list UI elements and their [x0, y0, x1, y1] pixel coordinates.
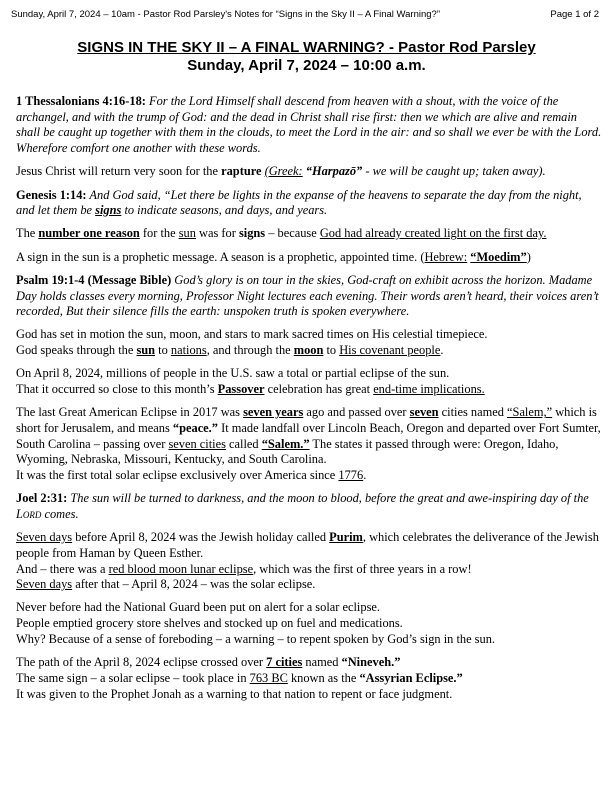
keyword-rapture: rapture	[221, 164, 262, 179]
text: before April 8, 2024 was the Jewish holiday called	[72, 530, 330, 545]
text: Jesus Christ will return very soon for the	[16, 164, 222, 179]
running-header	[11, 9, 599, 20]
text: after that – April 8, 2024 – was the solar eclipse.	[72, 577, 316, 592]
paragraph-number-one-reason	[16, 226, 602, 242]
text: And – there was a	[16, 561, 109, 576]
text: It made landfall over Lincoln Beach, Oregon and departed over Fort Sumter, South Carolina – passing over	[16, 420, 601, 451]
text: A sign in the sun is a prophetic message. A season is a prophetic, appointed time. (	[16, 249, 425, 264]
keyword: seven cities	[168, 436, 226, 451]
keyword: sun	[178, 226, 196, 241]
scripture-text: to indicate seasons, and days, and years.	[121, 203, 328, 218]
text: It was the first total solar eclipse exclusively over America since	[16, 468, 339, 483]
hebrew-word: “Moedim”	[470, 249, 527, 264]
text: )	[526, 249, 531, 264]
scripture-text: God’s glory is on tour in the skies, God-craft on exhibit across the horizon. Madame Day holds classes every morning, Professor Night lectures each evening. Their words aren’t heard, their voices aren’t recorded, But their silence fills the earth: unspoken truth is spoken everywhere.	[16, 272, 599, 319]
paragraph-2017-eclipse	[16, 405, 602, 484]
paragraph-psalm	[16, 273, 602, 320]
keyword: “Nineveh.”	[341, 655, 401, 670]
hebrew-label: Hebrew:	[424, 249, 468, 264]
text: The states it passed through were: Oregon, Idaho, Wyoming, Nebraska, Missouri, Kentucky, and South Carolina.	[16, 436, 559, 467]
scripture-text: The sun will be turned to darkness, and the moon to blood, before the great and awe-inspiring day of the	[67, 491, 589, 506]
scripture-text: For the Lord Himself shall descend from heaven with a shout, with the voice of the archangel, and with the trump of God: and the dead in Christ shall rise first: then we which are alive and remain shall be caught up together with them in the clouds, to meet the Lord in the air: and so shall we ever be with the Lord. Wherefore comfort one another with these words.	[16, 94, 602, 156]
text: The path of the April 8, 2024 eclipse crossed over	[16, 655, 267, 670]
keyword: sun	[136, 343, 156, 358]
keyword: signs	[238, 226, 266, 241]
header-text: Sunday, April 7, 2024 – 10am - Pastor Rod Parsley's Notes for “Signs in the Sky II – A Final Warning?”	[11, 9, 440, 20]
keyword: God had already created light on the first day.	[319, 226, 547, 241]
text: God speaks through the	[16, 343, 137, 358]
keyword: 763 BC	[249, 670, 288, 685]
keyword: red blood moon lunar eclipse	[108, 561, 254, 576]
paragraph-genesis	[16, 188, 602, 219]
keyword: “Salem.”	[261, 436, 310, 451]
text: .	[440, 343, 444, 358]
text: celebration has great	[264, 382, 374, 397]
paragraph-april8	[16, 366, 602, 397]
keyword: Lord	[16, 506, 42, 521]
text: Why? Because of a sense of foreboding – a warning – to repent spoken by God’s sign in the sun.	[16, 631, 495, 646]
text: , which celebrates the deliverance of the Jewish people from Haman by Queen Esther.	[16, 530, 599, 560]
page-number: Page 1 of 2	[550, 9, 599, 20]
text: to	[323, 343, 340, 358]
text: That it occurred so close to this month’s	[16, 382, 218, 397]
scripture-text: And God said, “Let there be lights in the expanse of the heavens to separate the day from the night, and let them be	[16, 187, 582, 218]
text: , and through the	[206, 343, 294, 358]
scripture-text: comes.	[41, 506, 79, 521]
text: On April 8, 2024, millions of people in the U.S. saw a total or partial eclipse of the sun.	[16, 366, 450, 381]
scripture-ref: Genesis 1:14:	[16, 187, 87, 202]
keyword: “peace.”	[172, 420, 218, 435]
sermon-date: Sunday, April 7, 2024 – 10:00 a.m.	[187, 57, 426, 74]
paragraph-nineveh	[16, 655, 602, 702]
text: named	[302, 655, 342, 670]
text: .	[363, 468, 367, 483]
keyword: Purim	[329, 530, 363, 545]
paragraph-moedim	[16, 250, 602, 266]
keyword: Passover	[217, 382, 265, 397]
text: It was given to the Prophet Jonah as a warning to that nation to repent or face judgment.	[16, 686, 453, 701]
paragraph-celestial	[16, 327, 602, 358]
text: to	[155, 343, 171, 358]
keyword: “Salem,”	[507, 405, 553, 420]
scripture-ref: Joel 2:31:	[16, 491, 68, 506]
text: cities named	[438, 405, 508, 420]
text: for the	[139, 226, 179, 241]
keyword: His covenant people	[339, 343, 441, 358]
title-block	[0, 39, 613, 75]
paragraph-thessalonians	[16, 94, 602, 157]
paragraph-national-guard	[16, 600, 602, 647]
text: which is short for Jerusalem, and means	[16, 405, 597, 435]
text: – because	[265, 226, 320, 241]
sermon-title: SIGNS IN THE SKY II – A FINAL WARNING? - Pastor Rod Parsley	[77, 39, 536, 56]
keyword: moon	[293, 343, 324, 358]
keyword: seven	[409, 405, 439, 420]
greek-word: “Harpazō”	[305, 164, 363, 179]
scripture-ref: Psalm 19:1-4 (Message Bible)	[16, 272, 172, 287]
text: - we will be caught up; taken away).	[362, 164, 546, 179]
text: , which was the first of three years in a row!	[253, 561, 472, 576]
notes-body	[16, 94, 602, 710]
keyword: Seven days	[16, 530, 73, 545]
keyword: 1776	[338, 468, 364, 483]
text: The last Great American Eclipse in 2017 was	[16, 405, 244, 420]
keyword: number one reason	[38, 226, 140, 241]
greek-label: (Greek:	[264, 164, 303, 179]
keyword: “Assyrian Eclipse.”	[359, 670, 463, 685]
paragraph-purim	[16, 530, 602, 593]
keyword: nations	[170, 343, 207, 358]
text: Never before had the National Guard been put on alert for a solar eclipse.	[16, 600, 380, 615]
text: known as the	[287, 670, 360, 685]
keyword-signs: signs	[95, 203, 122, 218]
paragraph-rapture	[16, 164, 602, 180]
keyword: 7 cities	[266, 655, 303, 670]
scripture-ref: 1 Thessalonians 4:16-18:	[16, 94, 146, 108]
text: was for	[195, 226, 239, 241]
text: ago and passed over	[303, 405, 410, 420]
keyword: Seven days	[16, 577, 73, 592]
text: The	[16, 226, 39, 241]
text: People emptied grocery store shelves and stocked up on fuel and medications.	[16, 616, 403, 631]
text: The same sign – a solar eclipse – took place in	[16, 670, 250, 685]
text: called	[225, 436, 262, 451]
text: God has set in motion the sun, moon, and stars to mark sacred times on His celestial timepiece.	[16, 327, 488, 342]
keyword: seven years	[243, 405, 304, 420]
keyword: end-time implications.	[373, 382, 485, 397]
paragraph-joel	[16, 491, 602, 522]
